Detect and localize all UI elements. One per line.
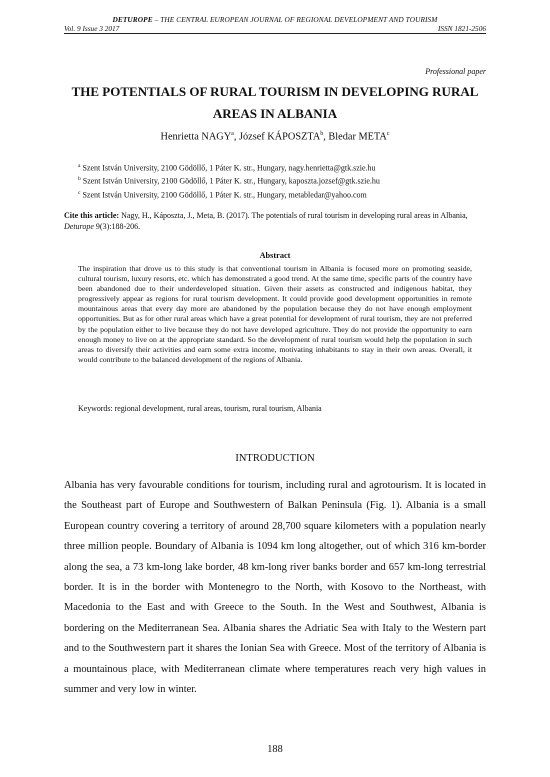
author-affil-mark: a: [231, 131, 234, 137]
author-separator: ,: [323, 131, 329, 143]
citation-journal: Deturope: [64, 222, 94, 231]
body-paragraph: Albania has very favourable conditions for tourism, including rural and agrotourism. It is located in the Southeast part of Europe and Southwestern of Balkan Peninsula (Fig. 1). Albania is a small European country covering a territory of around 28,700 square kilometers with a population nearly three million people. Boundary of Albania is 1094 km long altogether, out of which 316 km-border along the sea, a 73 km-long lake border, 48 km-long river banks border and 657 km-long terrestrial border. It is in the border with Montenegro to the North, with Kosovo to the Northeast, with Macedonia to the East and with Greece to the South. In the West and Southwest, Albania is bordering on the Mediterranean Sea. Albania shares the Adriatic Sea with Italy to the Western part and to the Southwestern part it shares the Ionian Sea with Greece. Most of the territory of Albania is a mountainous place, with Mediterranean climate where temperatures reach very high values in summer and very low in winter.: [64, 480, 486, 696]
issn: ISSN 1821-2506: [437, 24, 486, 33]
affiliation-text: Szent István University, 2100 Gödöllő, 1 Páter K. str., Hungary, nagy.henrietta@gtk.szie.hu: [82, 163, 376, 173]
affiliation-mark: b: [78, 176, 81, 183]
title-line-2: AREAS IN ALBANIA: [212, 106, 338, 121]
page-number: 188: [267, 744, 283, 755]
author-name: József KÁPOSZTA: [239, 131, 321, 143]
section-heading: INTRODUCTION: [235, 453, 315, 464]
abstract-heading: Abstract: [259, 251, 291, 260]
title-line-1: THE POTENTIALS OF RURAL TOURISM IN DEVELOPING RURAL: [71, 84, 479, 99]
affiliation-list: [78, 161, 380, 201]
paper-type: Professional paper: [425, 67, 486, 76]
citation-text: Nagy, H., Káposzta, J., Meta, B. (2017). The potentials of rural tourism in developing rural areas in Albania,: [119, 211, 468, 220]
header-divider: [64, 33, 486, 34]
author-affil-mark: c: [386, 131, 390, 137]
citation: [64, 210, 486, 232]
author-list: [0, 131, 550, 142]
paper-title: [60, 81, 490, 125]
affiliation-item: [78, 188, 380, 201]
abstract-text: The inspiration that drove us to this study is that conventional tourism in Albania is focused more on promoting seaside, cultural tourism, luxury resorts, etc. which has demonstrated a good trend. At the same time, specific parts of the country have been abandoned due to their underdeveloped situation. Given their assets as constructed and indigenous habitat, they progressively appear as regions for rural tourism development. It could provide good development opportunities in remote mountainous areas that every day more are abandoned by the population because they do not have enough employment opportunities. But as for other rural areas which have a great potential for development of rural tourism, they are not preferred by the population either to live because they do not have developed agriculture. They do not provide the opportunity to earn enough money to live on at the appropriate standard. So the development of rural tourism would help the population in such areas to diversify their activities and earn some extra income, motivating inhabitants to stay in their own areas. Overall, it would contribute to the balanced development of the regions of Albania.: [78, 264, 472, 364]
author-name: Henrietta NAGY: [160, 131, 232, 143]
keywords: Keywords: regional development, rural areas, tourism, rural tourism, Albania: [78, 404, 322, 413]
affiliation-item: [78, 161, 380, 174]
author-name: Bledar META: [328, 131, 387, 143]
journal-subtitle: – THE CENTRAL EUROPEAN JOURNAL OF REGIONAL DEVELOPMENT AND TOURISM: [152, 15, 438, 24]
affiliation-text: Szent István University, 2100 Gödöllő, 1 Páter K. str., Hungary, kaposzta.jozsef@gtk.szie.hu: [82, 177, 380, 187]
author-affil-mark: b: [320, 131, 324, 137]
author-separator: ,: [233, 131, 239, 143]
volume-info: Vol. 9 Issue 3 2017: [64, 24, 120, 33]
affiliation-text: Szent István University, 2100 Gödöllő, 1 Páter K. str., Hungary, metabledar@yahoo.com: [82, 190, 367, 200]
affiliation-item: [78, 174, 380, 187]
journal-issue-line: [64, 24, 486, 33]
journal-name: DETUROPE: [112, 15, 153, 24]
affiliation-mark: a: [78, 163, 81, 169]
affiliation-mark: c: [78, 189, 81, 196]
citation-label: Cite this article:: [64, 211, 120, 220]
citation-tail: 9(3):188-206.: [93, 222, 141, 231]
journal-header: [0, 15, 550, 24]
